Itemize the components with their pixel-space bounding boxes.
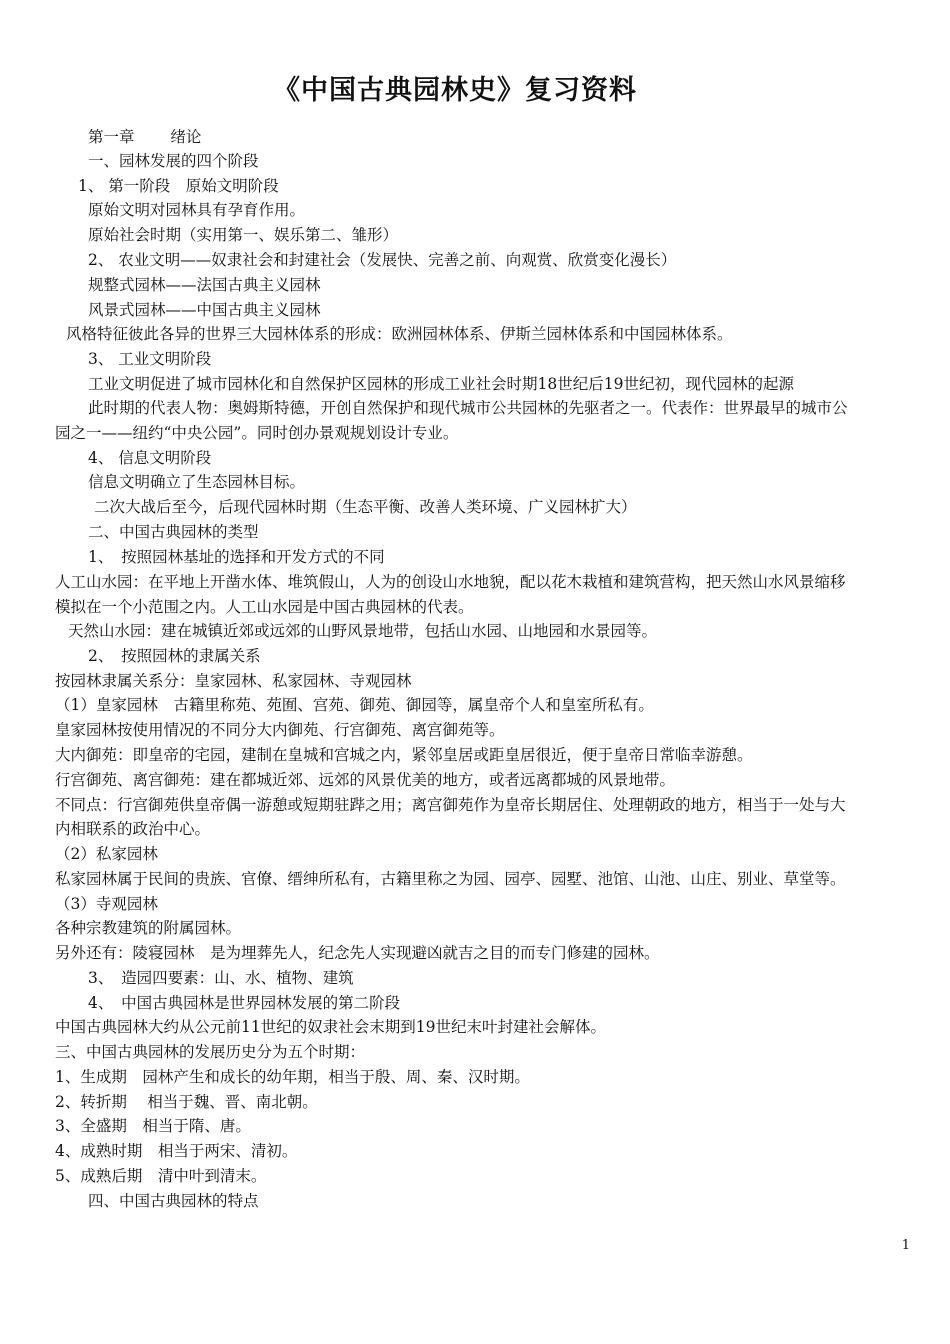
- text-line: 园之一——纽约“中央公园”。同时创办景观规划设计专业。: [55, 424, 459, 442]
- text-line: 一、园林发展的四个阶段: [88, 152, 259, 170]
- text-line: 4、成熟时期 相当于两宋、清初。: [55, 1142, 298, 1160]
- text-line: 风景式园林——中国古典主义园林: [88, 301, 321, 319]
- text-line: 工业文明促进了城市园林化和自然保护区园林的形成工业社会时期18世纪后19世纪初，现代园林的起源: [88, 375, 794, 393]
- page-number: 1: [901, 1238, 910, 1253]
- text-line: 风格特征彼此各异的世界三大园林体系的形成：欧洲园林体系、伊斯兰园林体系和中国园林体系。: [66, 325, 733, 343]
- text-line: （3）寺观园林: [55, 895, 158, 913]
- text-line: 4、 中国古典园林是世界园林发展的第二阶段: [88, 994, 401, 1012]
- text-line: 二次大战后至今，后现代园林时期（生态平衡、改善人类环境、广义园林扩大）: [94, 498, 637, 516]
- text-line: （2）私家园林: [55, 845, 158, 863]
- text-line: 皇家园林按使用情况的不同分大内御苑、行宫御苑、离宫御苑等。: [55, 721, 505, 739]
- text-line: 大内御苑：即皇帝的宅园，建制在皇城和宫城之内，紧邻皇居或距皇居很近，便于皇帝日常临幸游憩。: [55, 746, 753, 764]
- text-line: 中国古典园林大约从公元前11世纪的奴隶社会末期到19世纪末叶封建社会解体。: [55, 1018, 606, 1036]
- text-line: 1、 按照园林基址的选择和开发方式的不同: [88, 548, 385, 566]
- text-line: 另外还有：陵寝园林 是为埋葬先人，纪念先人实现避凶就吉之目的而专门修建的园林。: [55, 944, 660, 962]
- text-line: 私家园林属于民间的贵族、官僚、缙绅所私有，古籍里称之为园、园亭、园墅、池馆、山池、山庄、别业、草堂等。: [55, 870, 846, 888]
- text-line: 3、 工业文明阶段: [88, 350, 212, 368]
- text-line: 天然山水园：建在城镇近郊或远郊的山野风景地带，包括山水园、山地园和水景园等。: [68, 622, 658, 640]
- text-line: 1、 第一阶段 原始文明阶段: [78, 177, 279, 195]
- text-line: 此时期的代表人物：奥姆斯特德，开创自然保护和现代城市公共园林的先驱者之一。代表作：世界最早的城市公: [88, 399, 848, 417]
- text-line: 3、 造园四要素：山、水、植物、建筑: [88, 969, 354, 987]
- text-line: 各种宗教建筑的附属园林。: [55, 919, 242, 937]
- text-line: 三、中国古典园林的发展历史分为五个时期：: [55, 1043, 366, 1061]
- text-line: 按园林隶属关系分：皇家园林、私家园林、寺观园林: [55, 672, 412, 690]
- text-line: （1）皇家园林 古籍里称苑、苑囿、宫苑、御苑、御园等，属皇帝个人和皇室所私有。: [55, 696, 654, 714]
- text-line: 2、转折期 相当于魏、晋、南北朝。: [55, 1093, 318, 1111]
- text-line: 模拟在一个小范围之内。人工山水园是中国古典园林的代表。: [55, 598, 474, 616]
- text-line: 不同点：行宫御苑供皇帝偶一游憩或短期驻跸之用；离宫御苑作为皇帝长期居住、处理朝政的地方，相当于一处与大: [55, 796, 846, 814]
- text-line: 1、生成期 园林产生和成长的幼年期，相当于殷、周、秦、汉时期。: [55, 1068, 530, 1086]
- text-line: 行宫御苑、离宫御苑：建在都城近郊、远郊的风景优美的地方，或者远离都城的风景地带。: [55, 771, 676, 789]
- text-line: 3、全盛期 相当于隋、唐。: [55, 1117, 251, 1135]
- text-line: 信息文明确立了生态园林目标。: [88, 473, 306, 491]
- document-title: 《中国古典园林史》复习资料: [273, 75, 637, 106]
- text-line: 原始社会时期（实用第一、娱乐第二、雏形）: [88, 226, 399, 244]
- text-line: 原始文明对园林具有孕育作用。: [88, 201, 306, 219]
- text-line: 5、成熟后期 清中叶到清末。: [55, 1167, 267, 1185]
- text-line: 内相联系的政治中心。: [55, 820, 211, 838]
- text-line: 二、中国古典园林的类型: [88, 523, 259, 541]
- text-line: 2、 农业文明——奴隶社会和封建社会（发展快、完善之前、向观赏、欣赏变化漫长）: [88, 251, 677, 269]
- text-line: 第一章 绪论: [88, 128, 202, 146]
- text-line: 4、 信息文明阶段: [88, 449, 212, 467]
- text-line: 四、中国古典园林的特点: [88, 1192, 259, 1210]
- text-line: 2、 按照园林的隶属关系: [88, 647, 261, 665]
- text-line: 人工山水园：在平地上开凿水体、堆筑假山，人为的创设山水地貌，配以花木栽植和建筑营构，把天然山水风景缩移: [55, 573, 846, 591]
- text-line: 规整式园林——法国古典主义园林: [88, 276, 321, 294]
